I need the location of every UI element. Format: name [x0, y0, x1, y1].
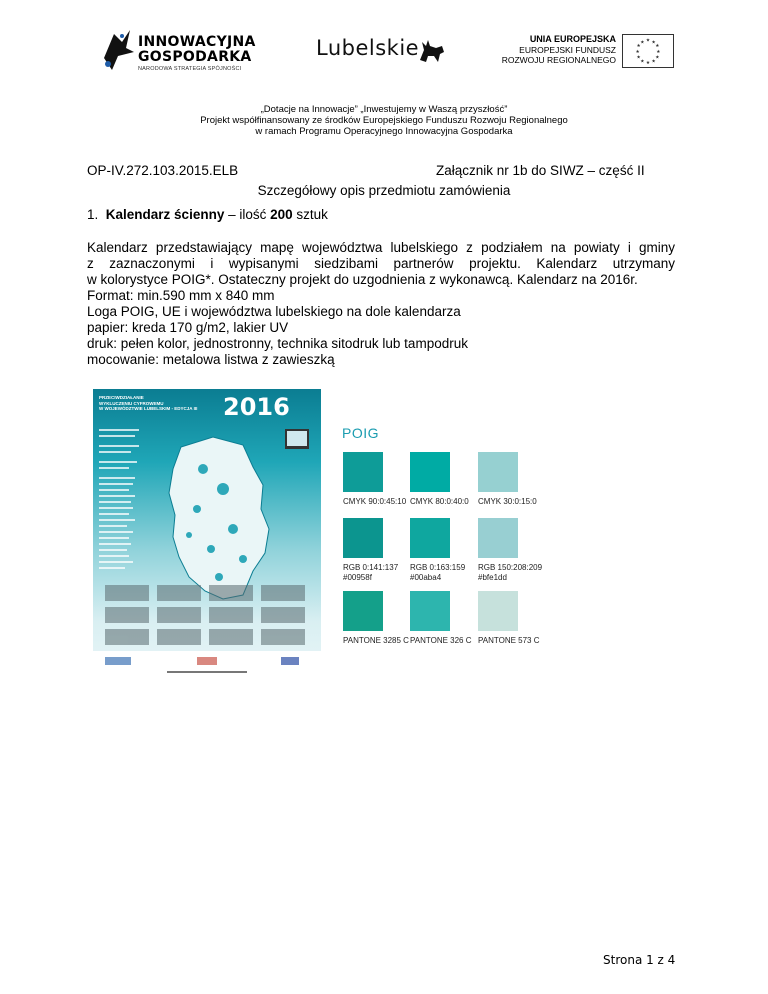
- calendar-year: 2016: [223, 393, 290, 421]
- svg-text:★: ★: [636, 44, 641, 50]
- desc-line8: mocowanie: metalowa listwa z zawieszką: [87, 352, 335, 367]
- desc-line6: papier: kreda 170 g/m2, lakier UV: [87, 320, 289, 335]
- item-qty: 200: [270, 207, 293, 222]
- svg-text:★: ★: [655, 44, 660, 50]
- color-swatch-label: RGB 0:141:137 #00958f: [343, 563, 399, 582]
- color-swatch: [478, 452, 518, 492]
- color-swatch: [410, 452, 450, 492]
- calendar-logos-graphic: [93, 651, 321, 680]
- lead-line1: „Dotacje na Innowacje” „Inwestujemy w Waszą przyszłość”: [260, 104, 508, 115]
- color-swatch-label: RGB 150:208:209 #bfe1dd: [478, 563, 543, 582]
- eu-line3: ROZWOJU REGIONALNEGO: [501, 55, 616, 65]
- innowacyjna-gospodarka-logo: [100, 28, 260, 72]
- ig-line2: GOSPODARKA: [138, 49, 252, 65]
- svg-text:★: ★: [640, 59, 645, 65]
- eu-flag-icon: [622, 34, 674, 68]
- desc-line1: Kalendarz przedstawiający mapę województwa lubelskiego z podziałem na powiaty i gminy: [87, 240, 675, 255]
- color-swatch-label: RGB 0:163:159 #00aba4: [410, 563, 466, 582]
- svg-text:★: ★: [645, 61, 651, 67]
- color-swatch-label: PANTONE 3285 C: [343, 636, 409, 645]
- svg-text:★: ★: [651, 59, 656, 65]
- eu-logo: [501, 34, 674, 74]
- attachment-label: Załącznik nr 1b do SIWZ – część II: [436, 163, 645, 178]
- color-swatch-label: CMYK 90:0:45:10: [343, 497, 407, 506]
- desc-line5: Loga POIG, UE i województwa lubelskiego na dole kalendarza: [87, 304, 461, 319]
- page-footer: Strona 1 z 4: [603, 953, 676, 967]
- svg-text:★: ★: [655, 55, 660, 61]
- color-swatch: [478, 591, 518, 631]
- svg-text:★: ★: [651, 40, 656, 46]
- innowacyjna-gospodarka-mark-icon: [100, 28, 134, 72]
- color-swatch: [410, 518, 450, 558]
- color-swatch: [410, 591, 450, 631]
- item-name: Kalendarz ścienny: [105, 207, 225, 222]
- color-swatch-label: CMYK 30:0:15:0: [478, 497, 537, 506]
- item-number: 1.: [87, 207, 99, 222]
- svg-text:★: ★: [645, 38, 651, 44]
- lubelskie-text: Lubelskie: [316, 36, 420, 60]
- calendar-map-graphic: [93, 389, 321, 680]
- item-heading: [87, 207, 328, 222]
- lead-line3: w ramach Programu Operacyjnego Innowacyjna Gospodarka: [255, 126, 513, 137]
- ig-line1: INNOWACYJNA: [138, 34, 256, 50]
- desc-line7: druk: pełen kolor, jednostronny, technika sitodruk lub tampodruk: [87, 336, 468, 351]
- color-swatch: [343, 591, 383, 631]
- document-number: OP-IV.272.103.2015.ELB: [87, 163, 239, 178]
- color-swatch-label: PANTONE 326 C: [410, 636, 472, 645]
- desc-line2: z zaznaczonymi i wypisanymi siedzibami partnerów projektu. Kalendarz utrzymany: [87, 256, 675, 271]
- svg-text:★: ★: [640, 40, 645, 46]
- desc-line3: w kolorystyce POIG*. Ostateczny projekt do uzgodnienia z wykonawcą. Kalendarz na 2016r.: [87, 272, 638, 287]
- color-swatch-label: PANTONE 573 C: [478, 636, 540, 645]
- calendar-head3: W WOJEWÓDZTWIE LUBELSKIM - EDYCJA III: [99, 406, 198, 411]
- color-swatch: [343, 518, 383, 558]
- svg-text:★: ★: [636, 55, 641, 61]
- svg-text:★: ★: [656, 49, 661, 55]
- palette-title: POIG: [342, 425, 380, 441]
- desc-line4: Format: min.590 mm x 840 mm: [87, 288, 275, 303]
- lead-line2: Projekt współfinansowany ze środków Europejskiego Funduszu Rozwoju Regionalnego: [200, 115, 568, 126]
- color-swatch: [343, 452, 383, 492]
- color-swatch-label: CMYK 80:0:40:0: [410, 497, 469, 506]
- calendar-logo-strip: [93, 651, 321, 680]
- ig-line3: NARODOWA STRATEGIA SPÓJNOŚCI: [138, 66, 242, 72]
- color-swatch: [478, 518, 518, 558]
- deer-icon: [416, 34, 448, 66]
- item-qty-prefix: – ilość: [224, 207, 271, 222]
- document-title: Szczegółowy opis przedmiotu zamówienia: [257, 183, 511, 198]
- calendar-head2: WYKLUCZENIU CYFROWEMU: [99, 400, 164, 406]
- svg-text:★: ★: [635, 49, 640, 55]
- calendar-preview-image: [93, 389, 321, 680]
- item-qty-suffix: sztuk: [292, 207, 328, 222]
- eu-line2: EUROPEJSKI FUNDUSZ: [519, 45, 616, 55]
- lubelskie-logo: [316, 34, 446, 68]
- eu-line1: UNIA EUROPEJSKA: [529, 34, 616, 44]
- calendar-head1: PRZECIWDZIAŁANIE: [99, 395, 144, 400]
